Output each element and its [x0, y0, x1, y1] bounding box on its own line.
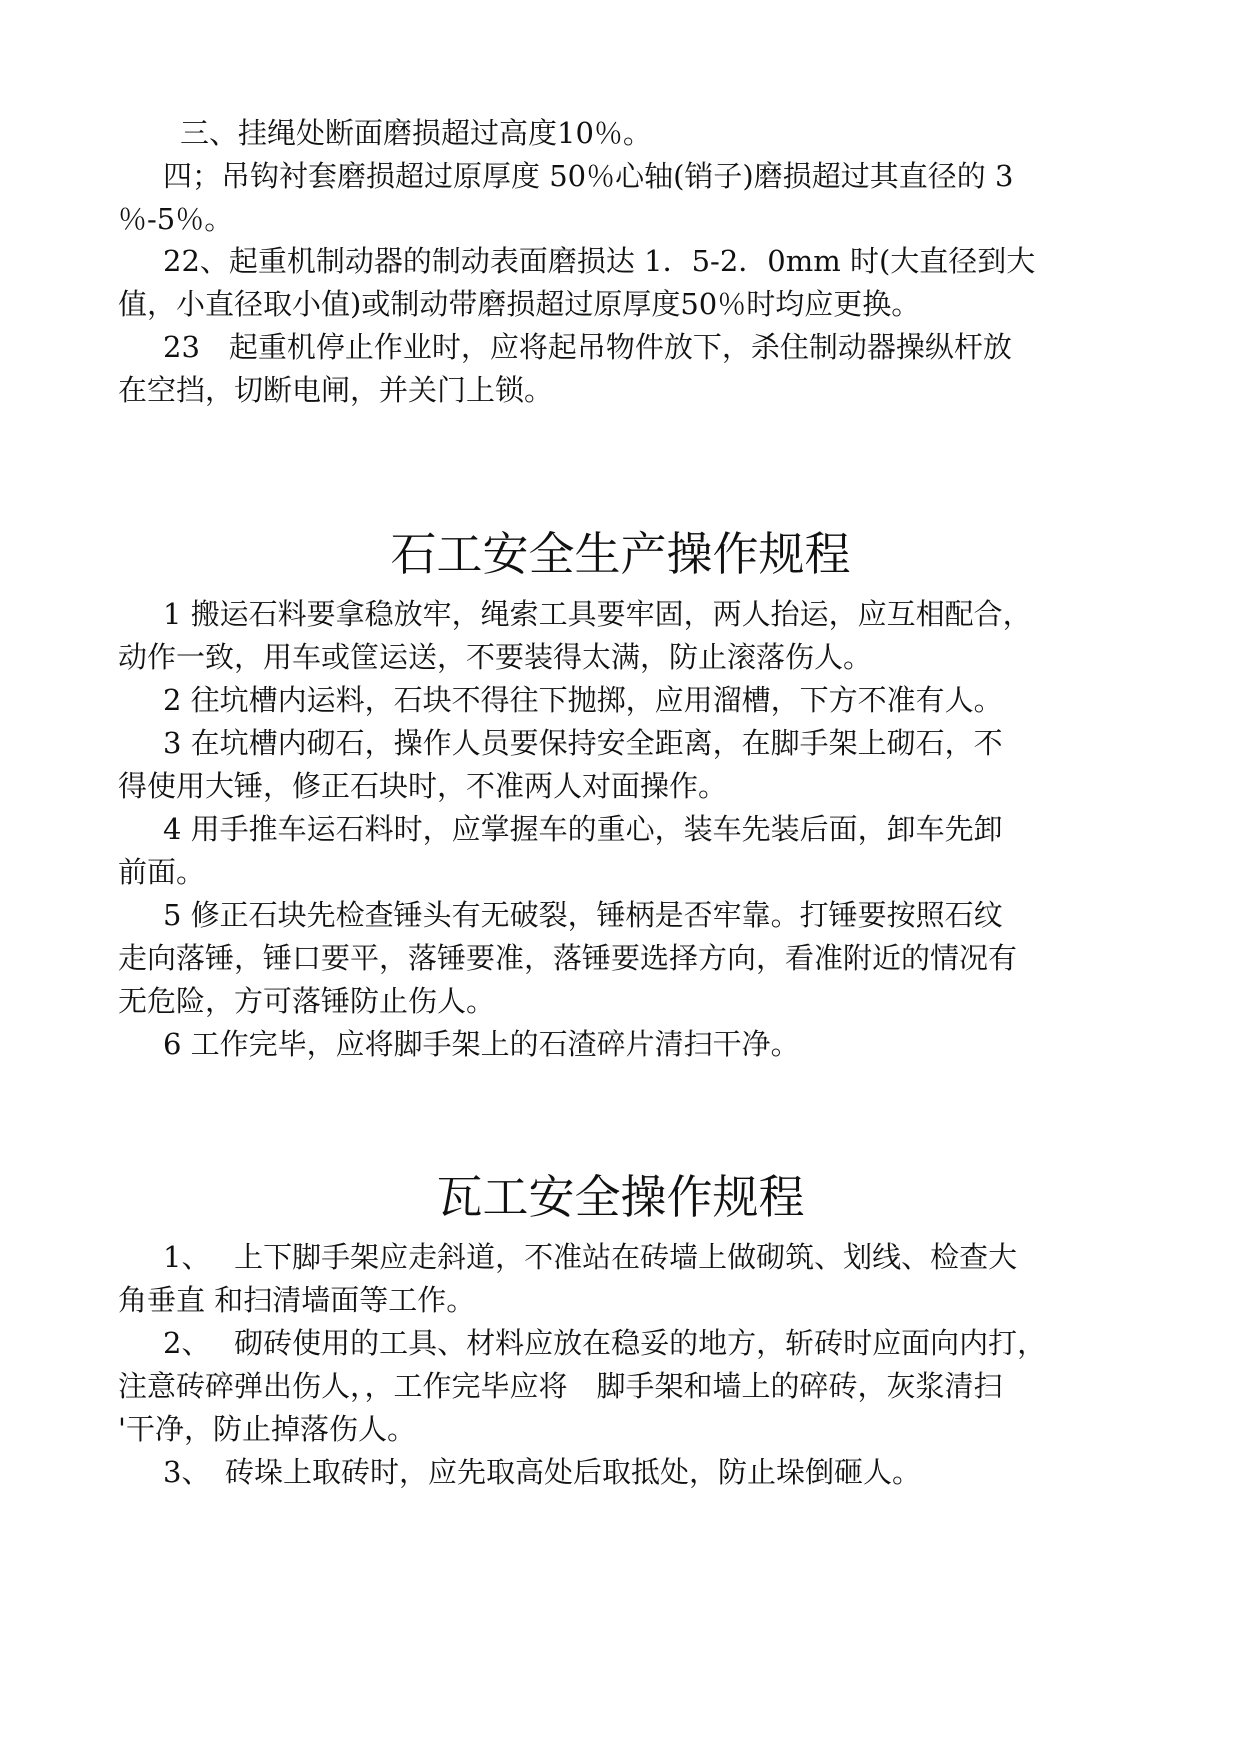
- text-line: 在空挡，切断电闸，并关门上锁。: [118, 373, 554, 407]
- text-line: 1 搬运石料要拿稳放牢，绳索工具要牢固，两人抬运，应互相配合，: [163, 597, 1032, 631]
- text-line: 3 在坑槽内砌石，操作人员要保持安全距离，在脚手架上砌石，不: [163, 726, 1003, 760]
- text-line: 4 用手推车运石料时，应掌握车的重心，装车先装后面，卸车先卸: [163, 812, 1003, 846]
- text-line: '干净，防止掉落伤人。: [118, 1412, 416, 1446]
- text-line: 无危险，方可落锤防止伤人。: [118, 984, 496, 1018]
- text-line: 得使用大锤，修正石块时，不准两人对面操作。: [118, 769, 728, 803]
- text-line: 三、挂绳处断面磨损超过高度10％。: [180, 116, 652, 150]
- text-line: 注意砖碎弹出伤人，，工作完毕应将 脚手架和墙上的碎砖，灰浆清扫: [118, 1369, 1003, 1403]
- text-line: ％-5％。: [118, 202, 234, 236]
- text-line: 2、 砌砖使用的工具、材料应放在稳妥的地方，斩砖时应面向内打，: [163, 1326, 1047, 1360]
- section-title: 瓦工安全操作规程: [436, 1170, 805, 1224]
- text-line: 23 起重机停止作业时，应将起吊物件放下，杀住制动器操纵杆放: [163, 330, 1012, 364]
- text-line: 5 修正石块先检查锤头有无破裂，锤柄是否牢靠。打锤要按照石纹: [163, 898, 1003, 932]
- text-line: 值，小直径取小值)或制动带磨损超过原厚度50％时均应更换。: [118, 287, 921, 321]
- text-line: 3、 砖垛上取砖时，应先取高处后取抵处，防止垛倒砸人。: [163, 1455, 921, 1489]
- text-line: 22、起重机制动器的制动表面磨损达 1．5-2．0mm 时(大直径到大: [163, 244, 1036, 278]
- text-line: 动作一致，用车或筐运送，不要装得太满，防止滚落伤人。: [118, 640, 873, 674]
- text-line: 四；吊钩衬套磨损超过原厚度 50％心轴(销子)磨损超过其直径的 3: [163, 159, 1014, 193]
- text-line: 前面。: [118, 855, 206, 889]
- text-line: 2 往坑槽内运料，石块不得往下抛掷，应用溜槽，下方不准有人。: [163, 683, 1003, 717]
- text-line: 1、 上下脚手架应走斜道，不准站在砖墙上做砌筑、划线、检查大: [163, 1240, 1018, 1274]
- text-line: 角垂直 和扫清墙面等工作。: [118, 1283, 476, 1317]
- text-line: 走向落锤，锤口要平，落锤要准，落锤要选择方向，看准附近的情况有: [118, 941, 1018, 975]
- text-line: 6 工作完毕，应将脚手架上的石渣碎片清扫干净。: [163, 1027, 800, 1061]
- section-title: 石工安全生产操作规程: [390, 527, 851, 581]
